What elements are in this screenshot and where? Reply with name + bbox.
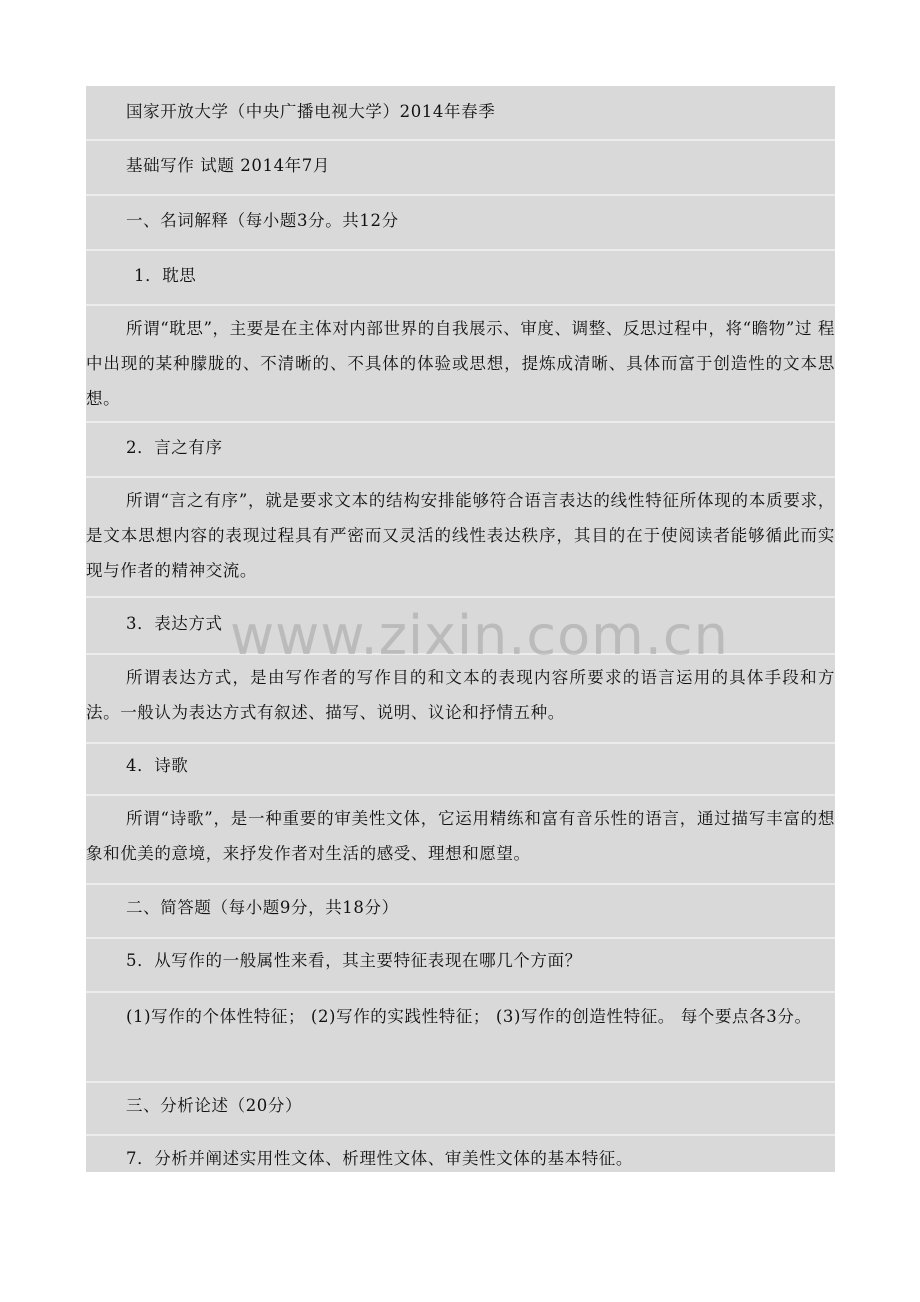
- term-4: 4．诗歌: [126, 756, 189, 775]
- divider: [86, 596, 835, 598]
- divider: [86, 794, 835, 796]
- section2-answer: (1)写作的个体性特征； (2)写作的实践性特征； (3)写作的创造性特征。 每个要点各3分。: [126, 1007, 812, 1026]
- answer-3: 所谓表达方式，是由写作者的写作目的和文本的表现内容所要求的语言运用的具体手段和方法。一般认为表达方式有叙述、描写、说明、议论和抒情五种。: [86, 668, 835, 722]
- term-3: 3．表达方式: [126, 614, 223, 633]
- divider: [86, 883, 835, 885]
- answer-1: 所谓“耽思”，主要是在主体对内部世界的自我展示、审度、调整、反思过程中，将“瞻物”过 程中出现的某种朦胧的、不清晰的、不具体的体验或思想，提炼成清晰、具体而富于创造性的文本思想。: [86, 319, 835, 408]
- divider: [86, 421, 835, 423]
- school-title: 国家开放大学（中央广播电视大学）2014年春季: [126, 102, 496, 121]
- section2-question: 5．从写作的一般属性来看，其主要特征表现在哪几个方面？: [126, 951, 582, 970]
- divider: [86, 1134, 835, 1136]
- section3-question: 7．分析并阐述实用性文体、析理性文体、审美性文体的基本特征。: [126, 1149, 633, 1168]
- section1-title: 一、名词解释（每小题3分。共12分: [126, 211, 399, 230]
- section2-title: 二、简答题（每小题9分，共18分）: [126, 898, 399, 917]
- divider: [86, 1081, 835, 1083]
- term-2: 2．言之有序: [126, 438, 223, 457]
- watermark: www.zixin.com.cn: [230, 604, 729, 667]
- divider: [86, 742, 835, 744]
- exam-title: 基础写作 试题 2014年7月: [126, 156, 330, 175]
- divider: [86, 249, 835, 251]
- divider: [86, 991, 835, 993]
- term-1: 1．耽思: [134, 266, 197, 285]
- answer-2: 所谓“言之有序”，就是要求文本的结构安排能够符合语言表达的线性特征所体现的本质要求，是文本思想内容的表现过程具有严密而又灵活的线性表达秩序，其目的在于使阅读者能够循此而实现与作者的精神交流。: [86, 491, 835, 580]
- divider: [86, 476, 835, 478]
- divider: [86, 937, 835, 939]
- section3-title: 三、分析论述（20分）: [126, 1096, 303, 1115]
- answer-4: 所谓“诗歌”，是一种重要的审美性文体，它运用精练和富有音乐性的语言，通过描写丰富的想象和优美的意境，来抒发作者对生活的感受、理想和愿望。: [86, 809, 835, 863]
- divider: [86, 139, 835, 141]
- divider: [86, 194, 835, 196]
- divider: [86, 304, 835, 306]
